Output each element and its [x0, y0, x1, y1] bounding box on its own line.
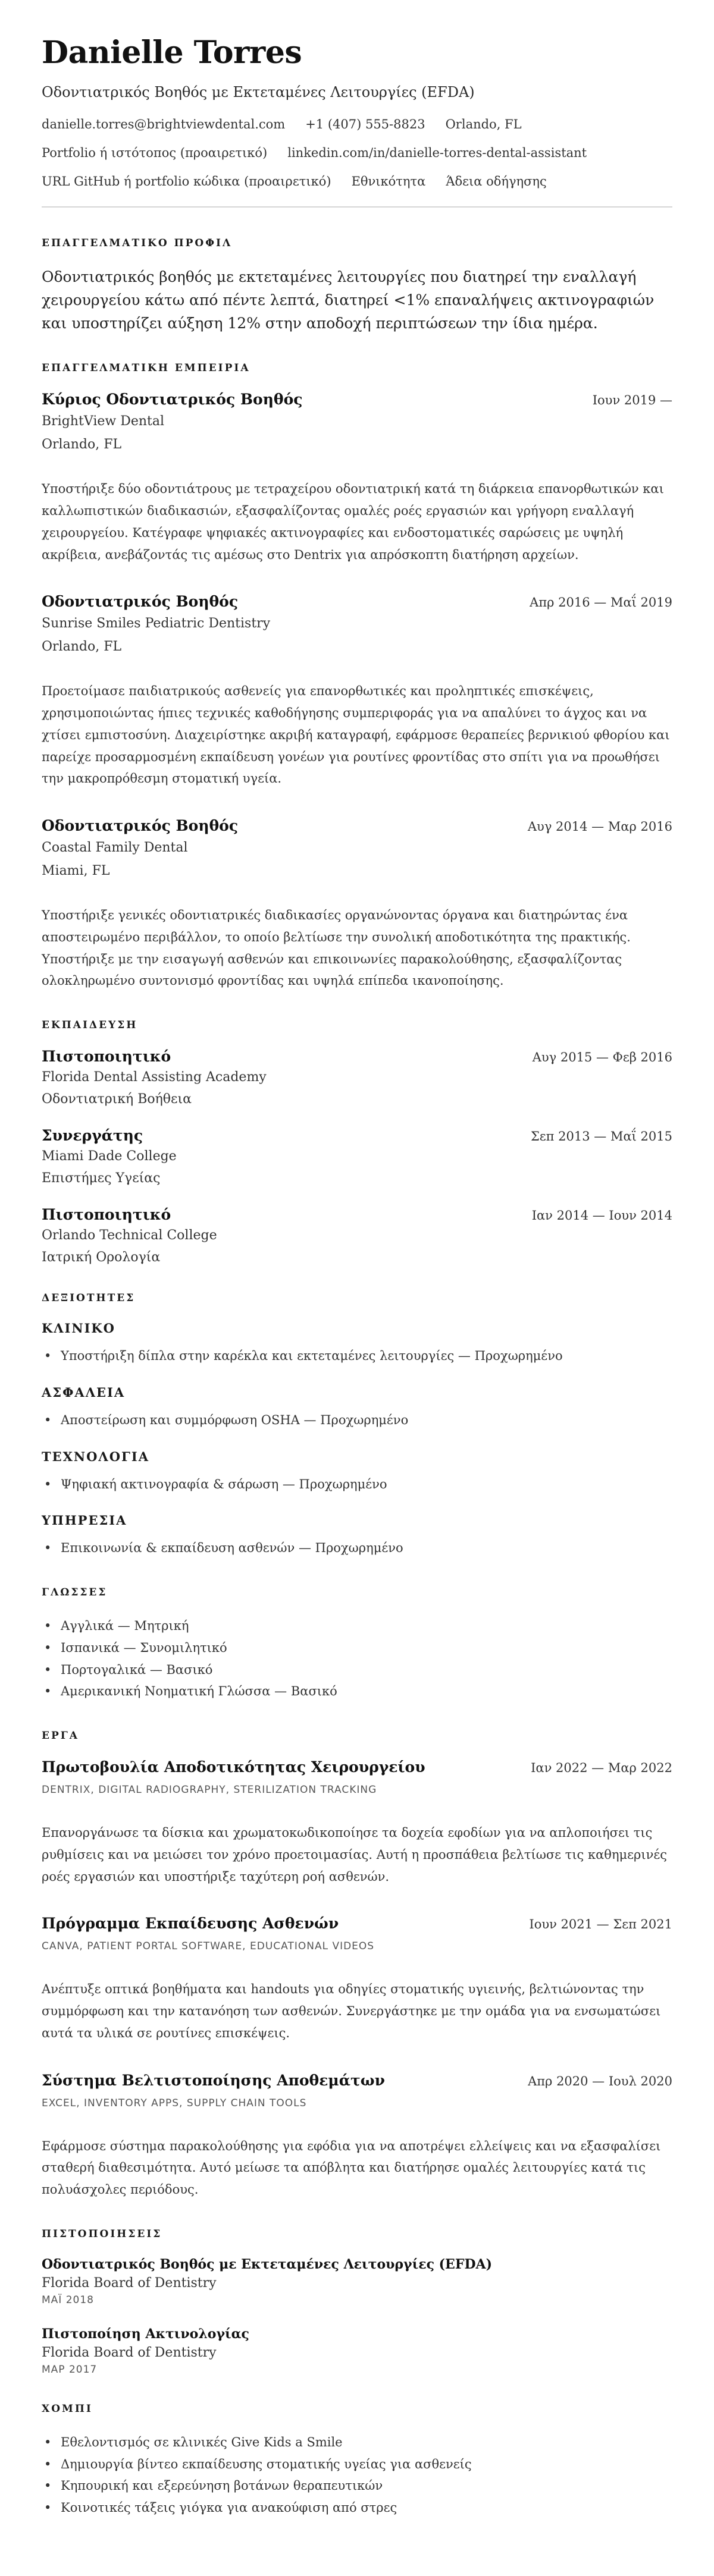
project-tech: CANVA, PATIENT PORTAL SOFTWARE, EDUCATIONAL VIDEOS [42, 1940, 375, 1953]
education-date: Ιαν 2014 — Ιουν 2014 [531, 1208, 672, 1223]
education-date: Σεπ 2013 — Μαΐ 2015 [530, 1129, 672, 1144]
experience-item [42, 593, 672, 790]
contact-github[interactable]: URL GitHub ή portfolio κώδικα (προαιρετικό) [42, 174, 331, 189]
contact-license: Άδεια οδήγησης [446, 174, 547, 189]
projects-section [42, 1730, 672, 2201]
skill-category: ΚΛΙΝΙΚΟ [42, 1321, 115, 1336]
experience-item [42, 391, 672, 566]
certification-org: Florida Board of Dentistry [42, 2275, 217, 2291]
project-item [42, 1758, 672, 1887]
skill-list [42, 1345, 672, 1367]
education-degree: Πιστοποιητικό [42, 1048, 171, 1066]
education-field: Επιστήμες Υγείας [42, 1171, 161, 1186]
skill-category: ΥΠΗΡΕΣΙΑ [42, 1513, 127, 1528]
job-description: Υποστήριξε γενικές οδοντιατρικές διαδικασίες οργανώνοντας όργανα και διατηρώντας ένα αποστειρωμένο περιβάλλον, το οποίο βελτίωσε την συνολική αποδοτικότητα της πρακτικής. Υποστήριξε με την εισαγωγή ασθενών και επικοινωνίες παρακολούθησης, εξασφαλίζοντας ολοκληρωμένο συντονισμό φροντίδας και υψηλά επίπεδα ικανοποίησης. [42, 908, 631, 988]
job-company: Sunrise Smiles Pediatric Dentistry [42, 616, 271, 632]
hobbies-section [42, 2403, 672, 2519]
hobby-item: • Εθελοντισμός σε κλινικές Give Kids a Smile [61, 2432, 672, 2454]
project-title: Πρωτοβουλία Αποδοτικότητας Χειρουργείου [42, 1758, 425, 1776]
job-location: Miami, FL [42, 863, 110, 879]
contact-row-links [42, 146, 672, 160]
project-tech: EXCEL, INVENTORY APPS, SUPPLY CHAIN TOOLS [42, 2097, 307, 2109]
project-item [42, 1915, 672, 2044]
education-field: Ιατρική Ορολογία [42, 1250, 161, 1265]
education-item [42, 1048, 672, 1107]
summary-text: Οδοντιατρικός βοηθός με εκτεταμένες λειτουργίες που διατηρεί την εναλλαγή χειρουργείου κάτω από πέντε λεπτά, διατηρεί <1% επαναλήψεις ακτινογραφιών και υποστηρίζει αύξηση 12% στην αποδοχή περιπτώσεων την ίδια ημέρα. [42, 268, 654, 332]
certifications-section [42, 2228, 672, 2376]
education-item [42, 1206, 672, 1265]
skill-group [42, 1449, 672, 1496]
experience-heading: ΕΠΑΓΓΕΛΜΑΤΙΚΗ ΕΜΠΕΙΡΙΑ [42, 362, 250, 375]
education-section [42, 1019, 672, 1265]
experience-item [42, 817, 672, 992]
education-degree: Πιστοποιητικό [42, 1206, 171, 1224]
skill-group [42, 1385, 672, 1431]
education-item [42, 1127, 672, 1186]
job-company: BrightView Dental [42, 414, 165, 429]
language-list [42, 1615, 672, 1702]
skills-heading: ΔΕΞΙΟΤΗΤΕΣ [42, 1292, 136, 1305]
skill-item: • Υποστήριξη δίπλα στην καρέκλα και εκτεταμένες λειτουργίες — Προχωρημένο [61, 1345, 672, 1367]
skill-group [42, 1321, 672, 1367]
job-title: Κύριος Οδοντιατρικός Βοηθός [42, 391, 303, 409]
contact-linkedin[interactable]: linkedin.com/in/danielle-torres-dental-assistant [287, 146, 587, 161]
projects-heading: ΕΡΓΑ [42, 1730, 79, 1742]
certification-title: Πιστοποίηση Ακτινολογίας [42, 2326, 249, 2342]
job-description: Υποστήριξε δύο οδοντιάτρους με τετραχείρου οδοντιατρική κατά τη διάρκεια επανορθωτικών και καλλωπιστικών διαδικασιών, εξασφαλίζοντας ομαλές ροές εργασιών και γρήγορη εναλλαγή χειρουργείου. Κατέγραφε ψηφιακές ακτινογραφίες και ενδοστοματικές σαρώσεις με υψηλή ακρίβεια, ανεβάζοντάς τις αμέσως στο Dentrix για απρόσκοπτη διατήρηση αρχείων. [42, 482, 664, 562]
skill-list [42, 1474, 672, 1496]
job-location: Orlando, FL [42, 639, 122, 655]
job-title: Οδοντιατρικός Βοηθός [42, 593, 239, 611]
language-item: • Αγγλικά — Μητρική [61, 1615, 672, 1637]
certification-date: ΜΑΡ 2017 [42, 2363, 98, 2376]
education-school: Orlando Technical College [42, 1228, 217, 1243]
summary-section [42, 237, 672, 335]
project-date: Απρ 2020 — Ιουλ 2020 [528, 2074, 672, 2088]
education-heading: ΕΚΠΑΙΔΕΥΣΗ [42, 1019, 138, 1032]
project-description: Επανοργάνωσε τα δίσκια και χρωματοκωδικοποίησε τα δοχεία εφοδίων για να απλοποιήσει τις ρυθμίσεις και να μειώσει τον χρόνο προετοιμασίας. Αυτή η προσπάθεια βελτίωσε τις καθημερινές ροές εργασιών και υποστήριξε ταχύτερη ροή ασθενών. [42, 1826, 668, 1884]
skill-item: • Ψηφιακή ακτινογραφία & σάρωση — Προχωρημένο [61, 1474, 672, 1496]
education-degree: Συνεργάτης [42, 1127, 143, 1145]
contact-row-extra [42, 174, 672, 189]
hobby-item: • Κοινοτικές τάξεις γιόγκα για ανακούφιση από στρες [61, 2497, 672, 2519]
project-description: Ανέπτυξε οπτικά βοηθήματα και handouts για οδηγίες στοματικής υγιεινής, βελτιώνοντας την συμμόρφωση και την κατανόηση των ασθενών. Συνεργάστηκε με την ομάδα για να ενσωματώσει αυτά τα υλικά σε ρουτίνες επισκέψεις. [42, 1982, 661, 2040]
contact-nationality: Εθνικότητα [351, 174, 426, 189]
resume-header [42, 36, 672, 189]
certification-item [42, 2326, 672, 2376]
candidate-title: Οδοντιατρικός Βοηθός με Εκτεταμένες Λειτουργίες (EFDA) [42, 84, 475, 101]
hobby-item: • Δημιουργία βίντεο εκπαίδευσης στοματικής υγείας για ασθενείς [61, 2454, 672, 2476]
certification-title: Οδοντιατρικός Βοηθός με Εκτεταμένες Λειτουργίες (EFDA) [42, 2256, 493, 2272]
contact-location: Orlando, FL [445, 117, 522, 132]
project-tech: DENTRIX, DIGITAL RADIOGRAPHY, STERILIZATION TRACKING [42, 1784, 377, 1796]
candidate-name: Danielle Torres [42, 34, 302, 71]
job-company: Coastal Family Dental [42, 840, 188, 856]
certification-item [42, 2257, 672, 2306]
skill-item: • Επικοινωνία & εκπαίδευση ασθενών — Προχωρημένο [61, 1537, 672, 1559]
skill-item: • Αποστείρωση και συμμόρφωση OSHA — Προχωρημένο [61, 1409, 672, 1431]
job-title: Οδοντιατρικός Βοηθός [42, 817, 239, 835]
project-item [42, 2072, 672, 2201]
header-divider [42, 206, 672, 208]
languages-section [42, 1587, 672, 1702]
hobbies-heading: ΧΟΜΠΙ [42, 2402, 93, 2415]
contact-phone[interactable]: +1 (407) 555-8823 [305, 117, 425, 132]
job-location: Orlando, FL [42, 437, 122, 453]
project-description: Εφάρμοσε σύστημα παρακολούθησης για εφόδια για να αποτρέψει ελλείψεις και να εξασφαλίσει σταθερή διαθεσιμότητα. Αυτό μείωσε τα απόβλητα και διατήρησε ομαλές λειτουργίες κατά τις πολυάσχολες περιόδους. [42, 2138, 661, 2197]
job-description: Προετοίμασε παιδιατρικούς ασθενείς για επανορθωτικές και προληπτικές επισκέψεις, χρησιμοποιώντας ήπιες τεχνικές καθοδήγησης συμπεριφοράς για να απαλύνει το άγχος και να χτίσει εμπιστοσύνη. Διαχειρίστηκε ακριβή καταγραφή, εφάρμοσε θεραπείες βερνικιού φθορίου και παρείχε προσαρμοσμένη εκπαίδευση γονέων για ρουτίνες φροντίδας στο σπίτι για να προωθήσει την μακροπρόθεσμη στοματική υγεία. [42, 684, 670, 786]
project-title: Πρόγραμμα Εκπαίδευσης Ασθενών [42, 1915, 339, 1933]
project-title: Σύστημα Βελτιστοποίησης Αποθεμάτων [42, 2071, 385, 2089]
language-item: • Ισπανικά — Συνομιλητικό [61, 1637, 672, 1659]
skill-category: ΑΣΦΑΛΕΙΑ [42, 1384, 126, 1400]
hobby-item: • Κηπουρική και εξερεύνηση βοτάνων θεραπευτικών [61, 2475, 672, 2497]
skill-group [42, 1513, 672, 1559]
skills-section [42, 1292, 672, 1559]
job-date: Απρ 2016 — Μαΐ 2019 [530, 595, 672, 610]
education-field: Οδοντιατρική Βοήθεια [42, 1092, 192, 1107]
job-date: Αυγ 2014 — Μαρ 2016 [527, 819, 672, 834]
languages-heading: ΓΛΩΣΣΕΣ [42, 1587, 108, 1599]
education-school: Miami Dade College [42, 1149, 177, 1164]
skill-list [42, 1537, 672, 1559]
project-date: Ιουν 2021 — Σεπ 2021 [529, 1917, 672, 1932]
certification-org: Florida Board of Dentistry [42, 2345, 217, 2360]
certification-date: ΜΑΪ 2018 [42, 2294, 94, 2306]
education-school: Florida Dental Assisting Academy [42, 1070, 267, 1085]
language-item: • Αμερικανική Νοηματική Γλώσσα — Βασικό [61, 1680, 672, 1702]
skill-category: ΤΕΧΝΟΛΟΓΙΑ [42, 1449, 150, 1464]
project-date: Ιαν 2022 — Μαρ 2022 [531, 1761, 672, 1776]
certifications-heading: ΠΙΣΤΟΠΟΙΗΣΕΙΣ [42, 2228, 162, 2240]
language-item: • Πορτογαλικά — Βασικό [61, 1659, 672, 1681]
summary-heading: ΕΠΑΓΓΕΛΜΑΤΙΚΟ ΠΡΟΦΙΛ [42, 237, 233, 250]
education-date: Αυγ 2015 — Φεβ 2016 [532, 1050, 672, 1065]
contact-email[interactable]: danielle.torres@brightviewdental.com [42, 117, 286, 132]
contact-portfolio[interactable]: Portfolio ή ιστότοπος (προαιρετικό) [42, 146, 268, 161]
hobby-list [42, 2432, 672, 2519]
contact-row-primary [42, 117, 672, 131]
skill-list [42, 1409, 672, 1431]
job-date: Ιουν 2019 — [592, 393, 672, 408]
experience-section [42, 362, 672, 992]
